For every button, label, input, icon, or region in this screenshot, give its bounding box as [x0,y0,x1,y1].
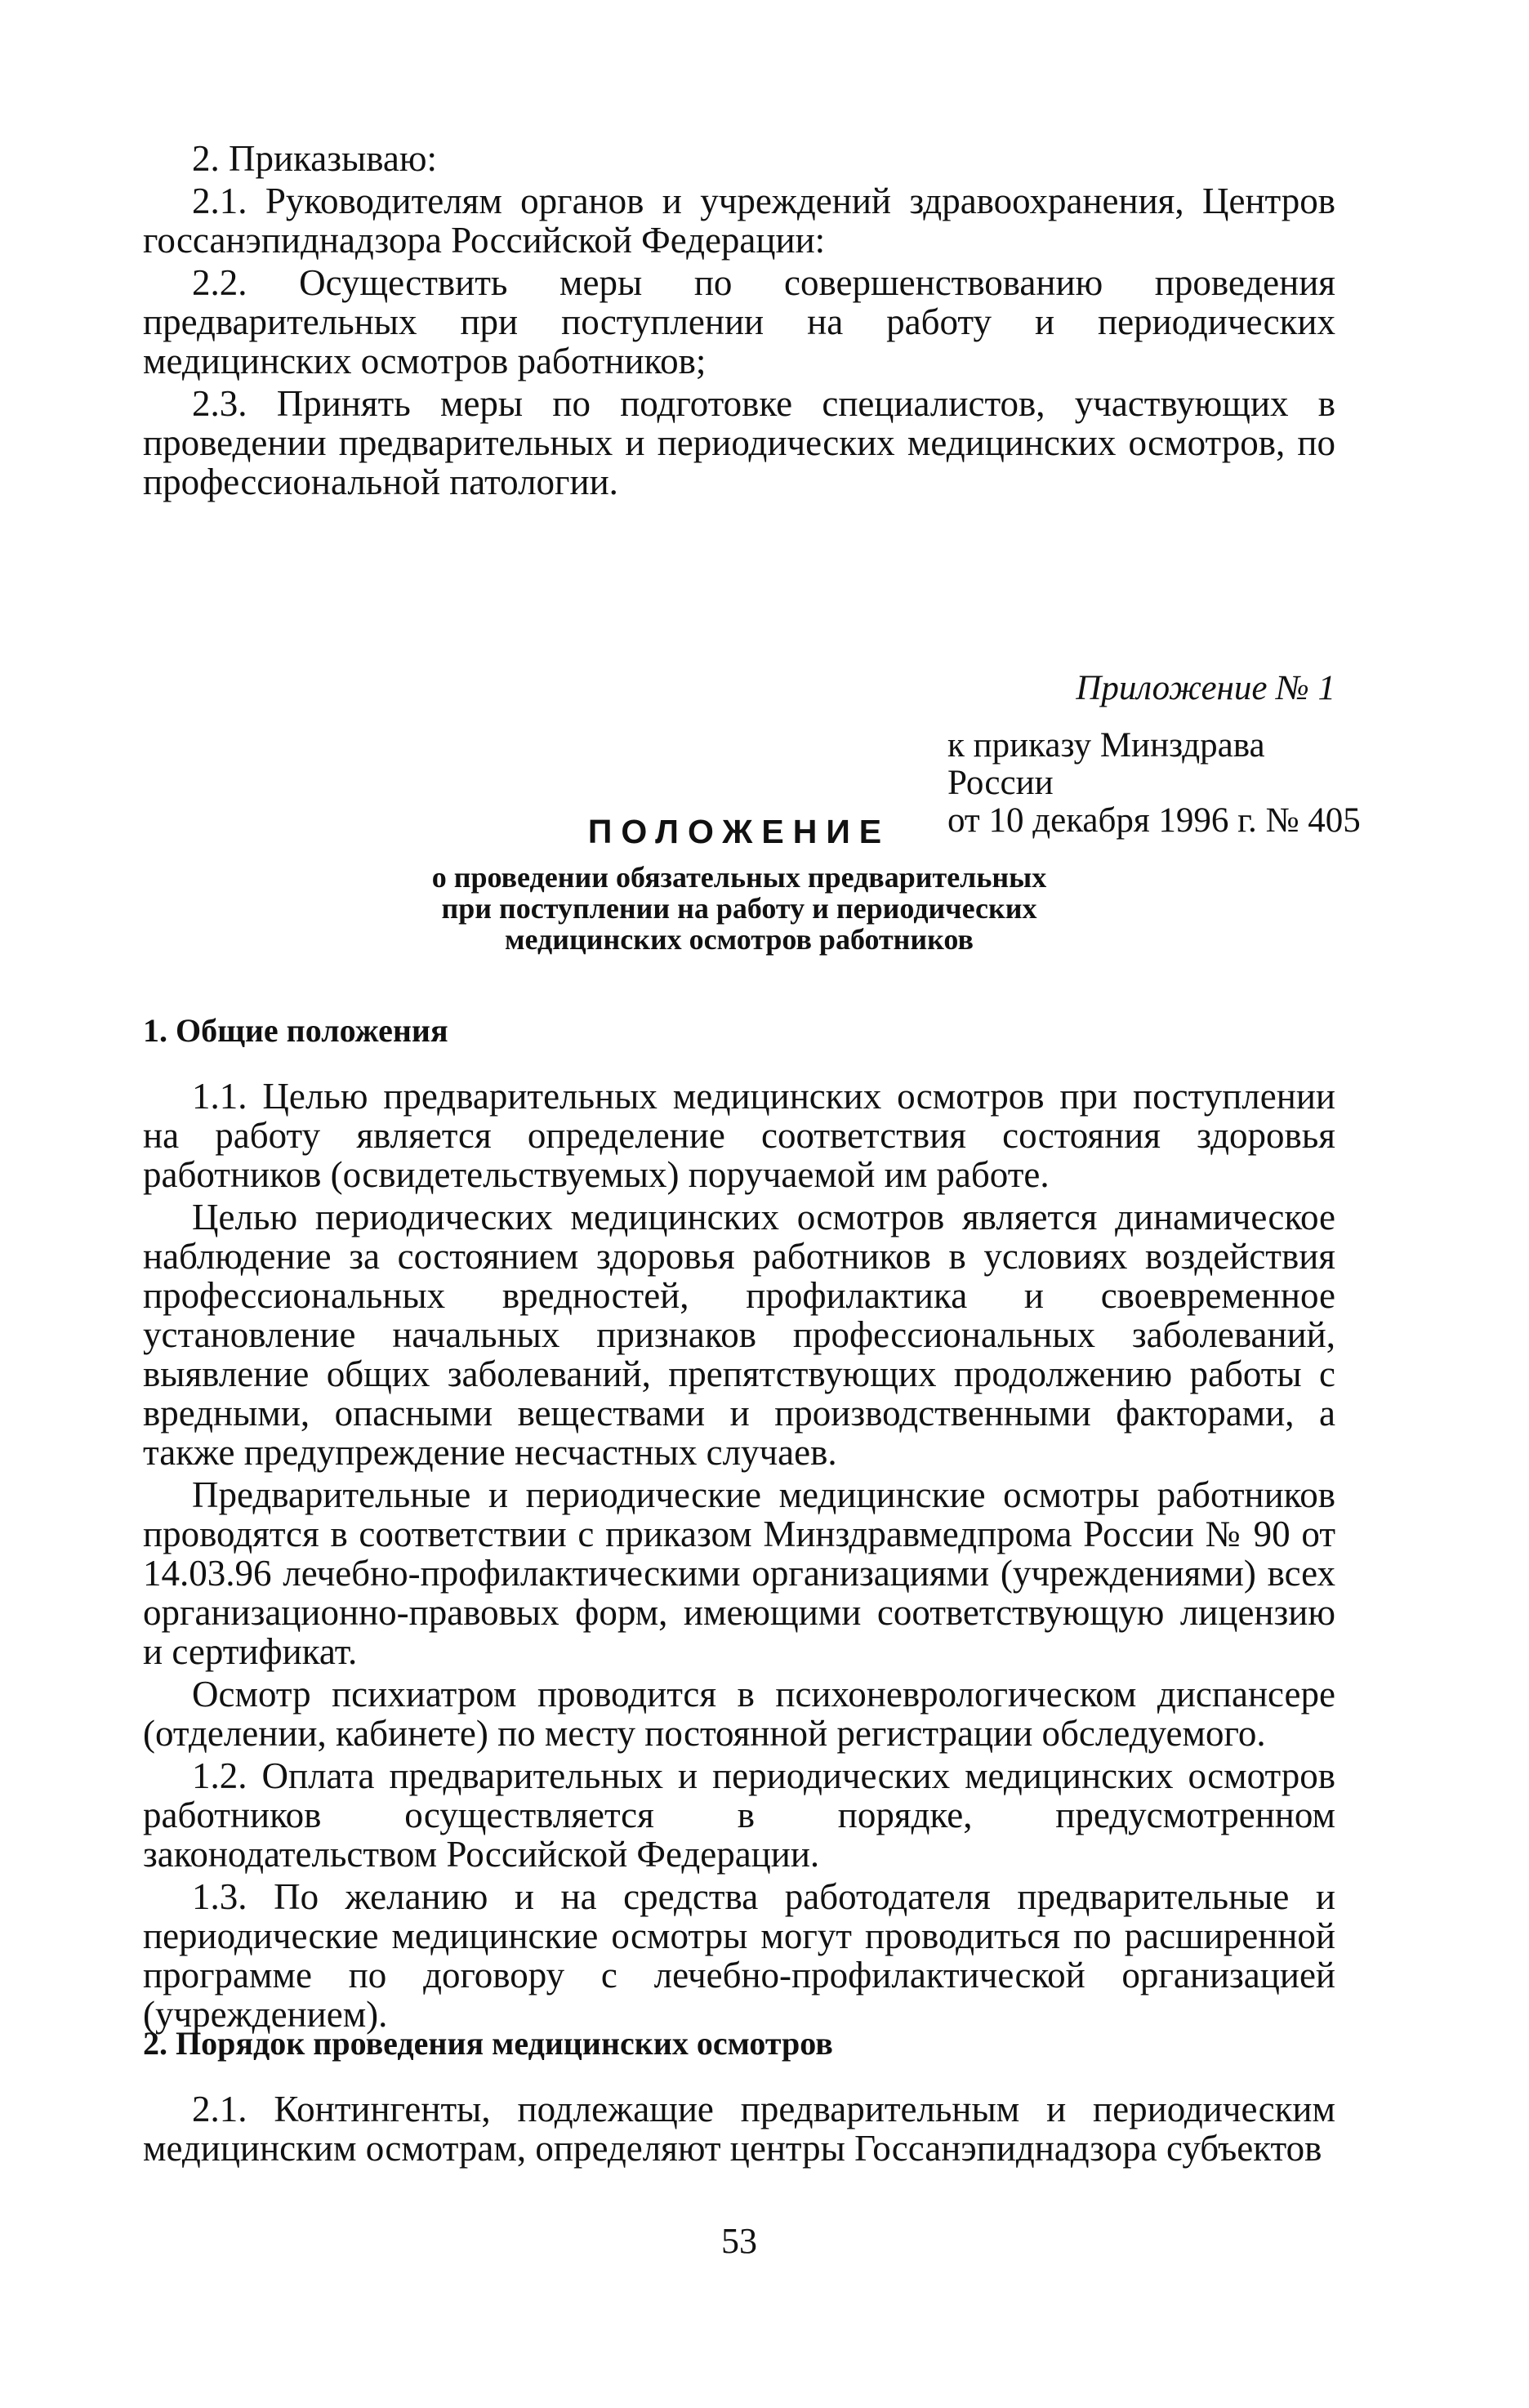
document-subtitle [143,862,1335,955]
paragraph-1-3: 1.3. По желанию и на средства работодателя предварительные и периодические медицинские осмотры могут проводиться по расширенной программе по договору с лечебно-профилактической организацией (учреждением). [143,1876,1335,2035]
appendix-label: Приложение № 1 [1076,669,1335,707]
section-1-body [143,1077,1335,2037]
section-2 [143,2024,1335,2067]
paragraph-order-heading: 2. Приказываю: [192,138,437,179]
section-2-title: 2. Порядок проведения медицинских осмотров [143,2025,833,2062]
document-subtitle-line: при поступлении на работу и периодических [441,892,1037,925]
paragraph-2-2: 2.2. Осуществить меры по совершенствованию проведения предварительных при поступлении на работу и периодических медицинских осмотров работников; [143,262,1335,381]
section-1-title: 1. Общие положения [143,1012,448,1049]
paragraph-conduct: Предварительные и периодические медицинские осмотры работников проводятся в соответствии с приказом Минздравмедпрома России № 90 от 14.03.96 лечебно-профилактическими организациями (учреждениями) всех организационно-правовых форм, имеющими соответствующую лицензию и сертификат. [143,1474,1335,1672]
appendix-order-ref: к приказу Минздрава России [947,726,1265,802]
section-2-body [143,2089,1335,2171]
paragraph-2-3: 2.3. Принять меры по подготовке специалистов, участвующих в проведении предварительных и периодических медицинских осмотров, по профессиональной патологии. [143,383,1335,502]
document-subtitle-line: медицинских осмотров работников [505,923,974,956]
section-1 [143,1011,1335,1054]
document-title: ПОЛОЖЕНИЕ [587,813,891,850]
appendix-order-date: от 10 декабря 1996 г. № 405 [947,801,1361,840]
document-subtitle-line: о проведении обязательных предварительных [431,861,1047,894]
paragraph-1-1: 1.1. Целью предварительных медицинских осмотров при поступлении на работу является определение соответствия состояния здоровья работников (освидетельствуемых) поручаемой им работе. [143,1076,1335,1195]
page-number: 53 [721,2221,757,2261]
paragraph-2-1: 2.1. Руководителям органов и учреждений здравоохранения, Центров госсанэпиднадзора Российской Федерации: [143,181,1335,261]
paragraph-2-1-contingents: 2.1. Контингенты, подлежащие предварительным и периодическим медицинским осмотрам, определяют центры Госсанэпиднадзора субъектов [143,2089,1335,2169]
paragraph-psychiatrist: Осмотр психиатром проводится в психоневрологическом диспансере (отделении, кабинете) по месту постоянной регистрации обследуемого. [143,1674,1335,1754]
paragraph-1-2: 1.2. Оплата предварительных и периодических медицинских осмотров работников осуществляется в порядке, предусмотренном законодательством Российской Федерации. [143,1755,1335,1875]
orders-block [143,139,1335,505]
paragraph-periodic-goal: Целью периодических медицинских осмотров является динамическое наблюдение за состоянием здоровья работников в условиях воздействия профессиональных вредностей, профилактика и своевременное установление начальных признаков профессиональных заболеваний, выявление общих заболеваний, препятствующих продолжению работы с вредными, опасными веществами и производственными факторами, а также предупреждение несчастных случаев. [143,1197,1335,1473]
